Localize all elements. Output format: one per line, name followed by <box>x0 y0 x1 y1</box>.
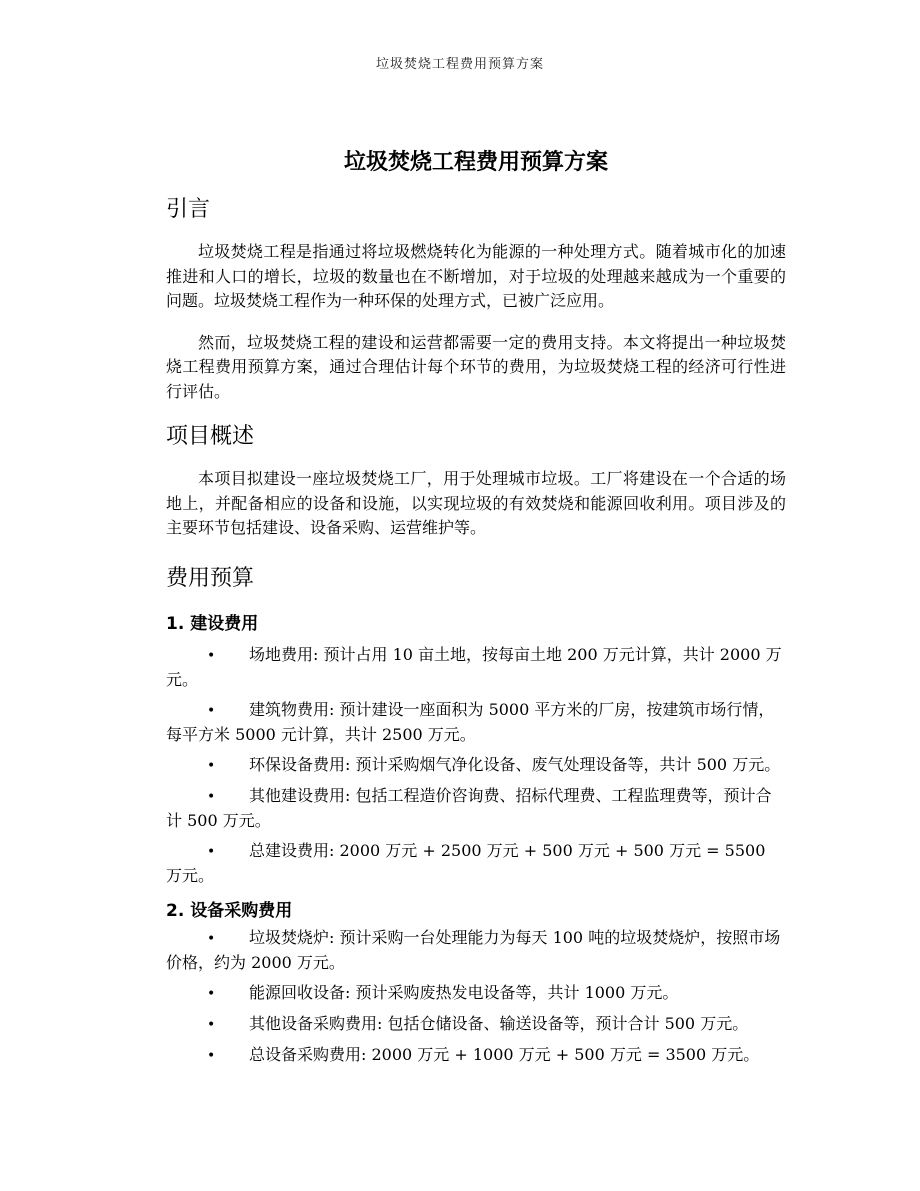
bullet-icon: • <box>207 1016 216 1033</box>
list-item-text: 环保设备费用: 预计采购烟气净化设备、废气处理设备等，共计 500 万元。 <box>249 754 781 774</box>
running-header: 垃圾焚烧工程费用预算方案 <box>375 57 544 72</box>
equipment-cost-list <box>166 926 786 1068</box>
list-item <box>166 926 786 975</box>
list-item <box>166 1012 786 1037</box>
section-heading-intro: 引言 <box>166 197 211 222</box>
list-item <box>166 839 786 888</box>
overview-paragraph-1: 本项目拟建设一座垃圾焚烧工厂，用于处理城市垃圾。工厂将建设在一个合适的场地上，并配备相应的设备和设施，以实现垃圾的有效焚烧和能源回收利用。项目涉及的主要环节包括建设、设备采购、运营维护等。 <box>166 469 786 537</box>
bullet-icon: • <box>207 985 216 1002</box>
list-item <box>166 981 786 1006</box>
list-item <box>166 1043 786 1068</box>
list-item <box>166 643 786 692</box>
list-item-text: 建筑物费用: 预计建设一座面积为 5000 平方米的厂房，按建筑市场行情，每平方米 5000 元计算，共计 2500 万元。 <box>166 699 775 744</box>
list-item-text: 垃圾焚烧炉: 预计采购一台处理能力为每天 100 吨的垃圾焚烧炉，按照市场价格，约为 2000 万元。 <box>166 927 781 972</box>
section-heading-budget: 费用预算 <box>166 565 255 591</box>
bullet-icon: • <box>207 702 216 719</box>
bullet-icon: • <box>207 843 216 860</box>
subsection-heading-equipment: 2. 设备采购费用 <box>166 900 293 921</box>
list-item-text: 场地费用: 预计占用 10 亩土地，按每亩土地 200 万元计算，共计 2000 万元。 <box>166 644 782 689</box>
bullet-icon: • <box>207 788 216 805</box>
bullet-icon: • <box>207 1047 216 1064</box>
bullet-icon: • <box>207 930 216 947</box>
list-item-text: 总设备采购费用: 2000 万元 + 1000 万元 + 500 万元 = 3500 万元。 <box>249 1044 760 1064</box>
section-heading-overview: 项目概述 <box>166 424 255 449</box>
page-title: 垃圾焚烧工程费用预算方案 <box>343 149 608 175</box>
subsection-heading-construction: 1. 建设费用 <box>166 613 259 634</box>
construction-cost-list <box>166 643 786 888</box>
list-item-text: 能源回收设备: 预计采购废热发电设备等，共计 1000 万元。 <box>249 982 679 1002</box>
bullet-icon: • <box>207 757 216 774</box>
document-body <box>166 146 786 1074</box>
intro-paragraph-1: 垃圾焚烧工程是指通过将垃圾燃烧转化为能源的一种处理方式。随着城市化的加速推进和人口的增长，垃圾的数量也在不断增加，对于垃圾的处理越来越成为一个重要的问题。垃圾焚烧工程作为一种环保的处理方式，已被广泛应用。 <box>166 242 786 310</box>
list-item-text: 总建设费用: 2000 万元 + 2500 万元 + 500 万元 + 500 万元 = 5500 万元。 <box>166 840 766 885</box>
bullet-icon: • <box>207 647 216 664</box>
intro-paragraph-2: 然而，垃圾焚烧工程的建设和运营都需要一定的费用支持。本文将提出一种垃圾焚烧工程费用预算方案，通过合理估计每个环节的费用，为垃圾焚烧工程的经济可行性进行评估。 <box>166 332 786 401</box>
list-item <box>166 698 786 747</box>
list-item-text: 其他设备采购费用: 包括仓储设备、输送设备等，预计合计 500 万元。 <box>249 1013 749 1033</box>
list-item <box>166 753 786 778</box>
list-item <box>166 784 786 833</box>
list-item-text: 其他建设费用: 包括工程造价咨询费、招标代理费、工程监理费等，预计合计 500 万元。 <box>166 785 772 830</box>
